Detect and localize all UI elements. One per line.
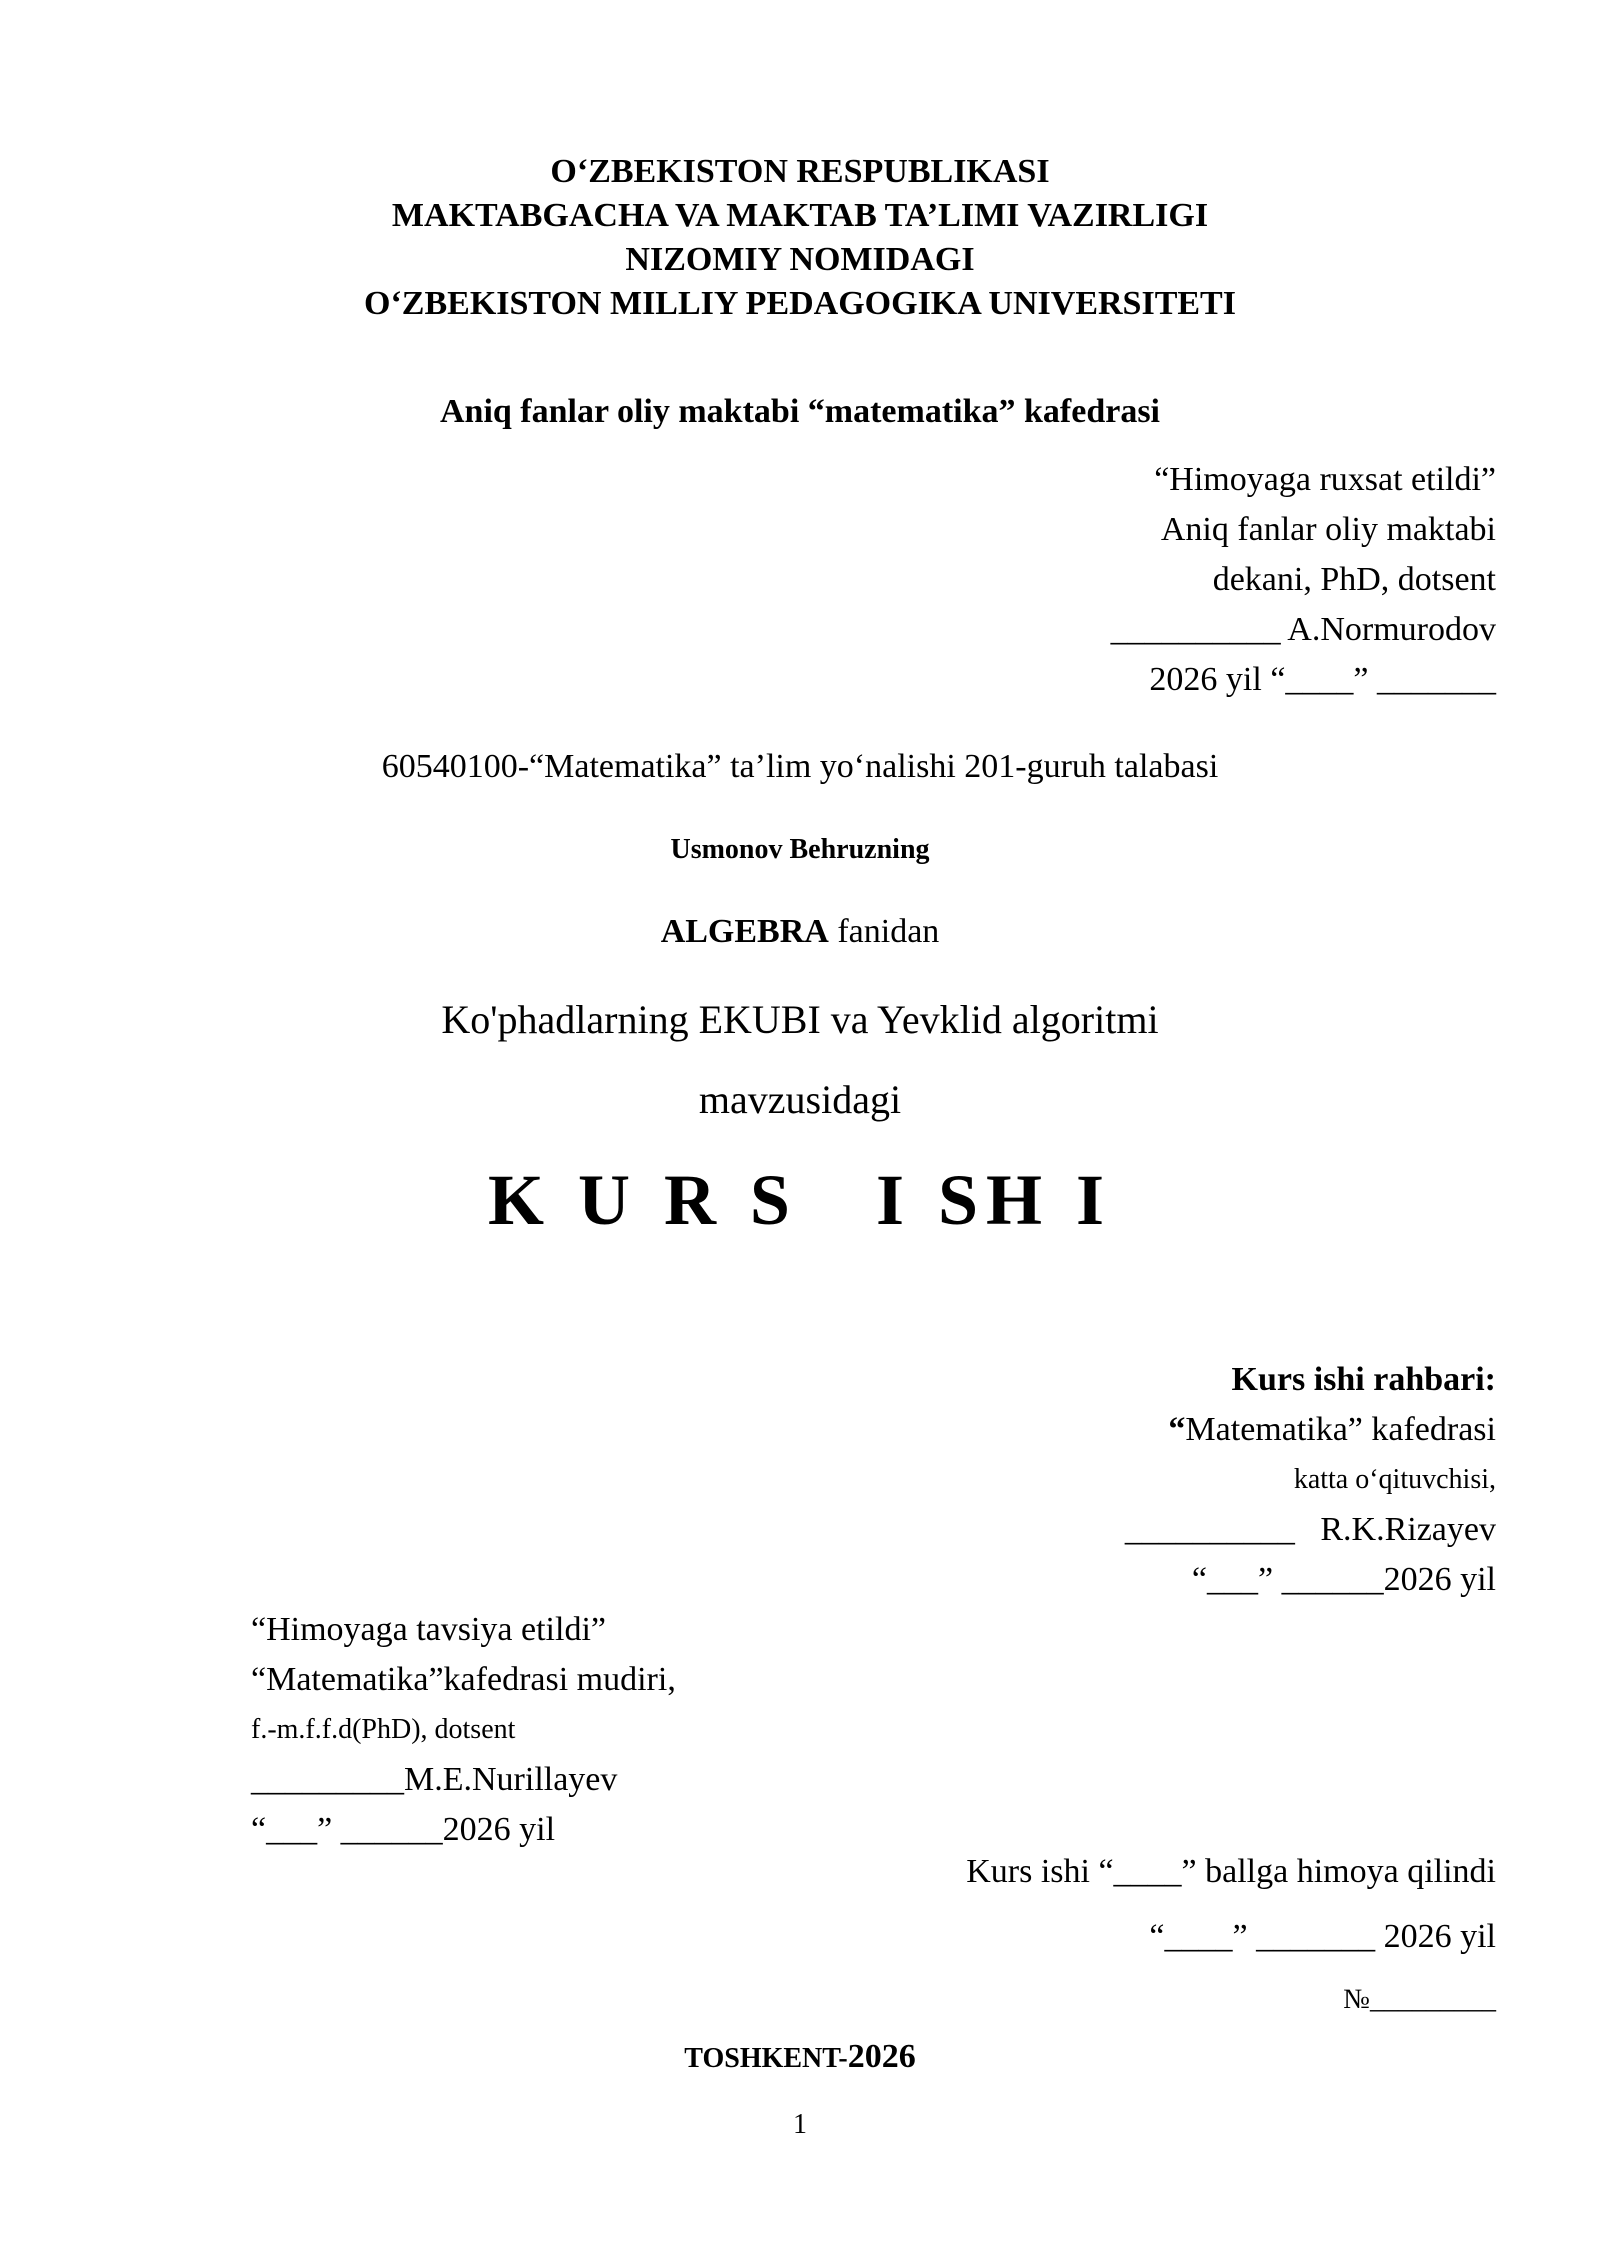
student-program: 60540100-“Matematika” ta’lim yo‘nalishi 201-guruh talabasi [381,748,1219,785]
subject-name: ALGEBRA [660,913,829,950]
footer-year: 2026 [847,2038,916,2075]
supervisor-dept-quote: “ [1168,1411,1186,1448]
recommendation-signature: _________M.E.Nurillayev [251,1761,618,1798]
department-title: Aniq fanlar oliy maktabi “matematika” kafedrasi [439,393,1160,430]
approval-block [1111,455,1496,705]
registration-number: №_________ [1343,1984,1496,2015]
approval-date: 2026 yil “____” _______ [1149,661,1496,698]
defense-date: “____” _______ 2026 yil [1149,1918,1496,1955]
city-name: TOSHKENT- [684,2043,848,2074]
approval-line-1: “Himoyaga ruxsat etildi” [1154,461,1496,498]
subject-line [0,910,1600,954]
approval-signature: __________ A.Normurodov [1110,611,1496,648]
document-type-title [0,1155,1600,1245]
header-line-3: NIZOMIY NOMIDAGI [625,241,975,278]
defense-line: Kurs ishi “____” ballga himoya qilindi [966,1853,1496,1890]
header-line-2: MAKTABGACHA VA MAKTAB TA’LIMI VAZIRLIGI [391,197,1209,234]
supervisor-signature: __________ R.K.Rizayev [1124,1511,1496,1548]
document-type-text: K U R S I SH I [487,1160,1113,1240]
header-line-4: O‘ZBEKISTON MILLIY PEDAGOGIKA UNIVERSITETI [364,285,1236,322]
recommendation-line-2: “Matematika”kafedrasi mudiri, [251,1661,676,1698]
supervisor-date: “___” ______2026 yil [1191,1561,1496,1598]
approval-line-2: Aniq fanlar oliy maktabi [1160,511,1496,548]
recommendation-line-3: f.-m.f.f.d(PhD), dotsent [251,1714,516,1745]
recommendation-line-1: “Himoyaga tavsiya etildi” [251,1611,606,1648]
ministry-header [0,150,1600,326]
supervisor-heading: Kurs ishi rahbari: [1231,1361,1496,1398]
city-year [0,2035,1600,2081]
header-line-1: O‘ZBEKISTON RESPUBLIKASI [550,153,1050,190]
supervisor-dept-rest: Matematika” kafedrasi [1185,1411,1496,1448]
subject-suffix: fanidan [828,913,940,950]
topic-suffix: mavzusidagi [698,1077,902,1122]
approval-line-3: dekani, PhD, dotsent [1212,561,1496,598]
page-number: 1 [793,2109,807,2140]
topic-title: Ko'phadlarning EKUBI va Yevklid algoritmi [441,997,1159,1042]
recommendation-date: “___” ______2026 yil [251,1811,556,1848]
supervisor-department [1125,1405,1496,1455]
recommendation-block [251,1605,676,1855]
supervisor-block [1125,1355,1496,1605]
supervisor-position: katta o‘qituvchisi, [1293,1464,1496,1495]
student-name: Usmonov Behruzning [670,834,930,865]
